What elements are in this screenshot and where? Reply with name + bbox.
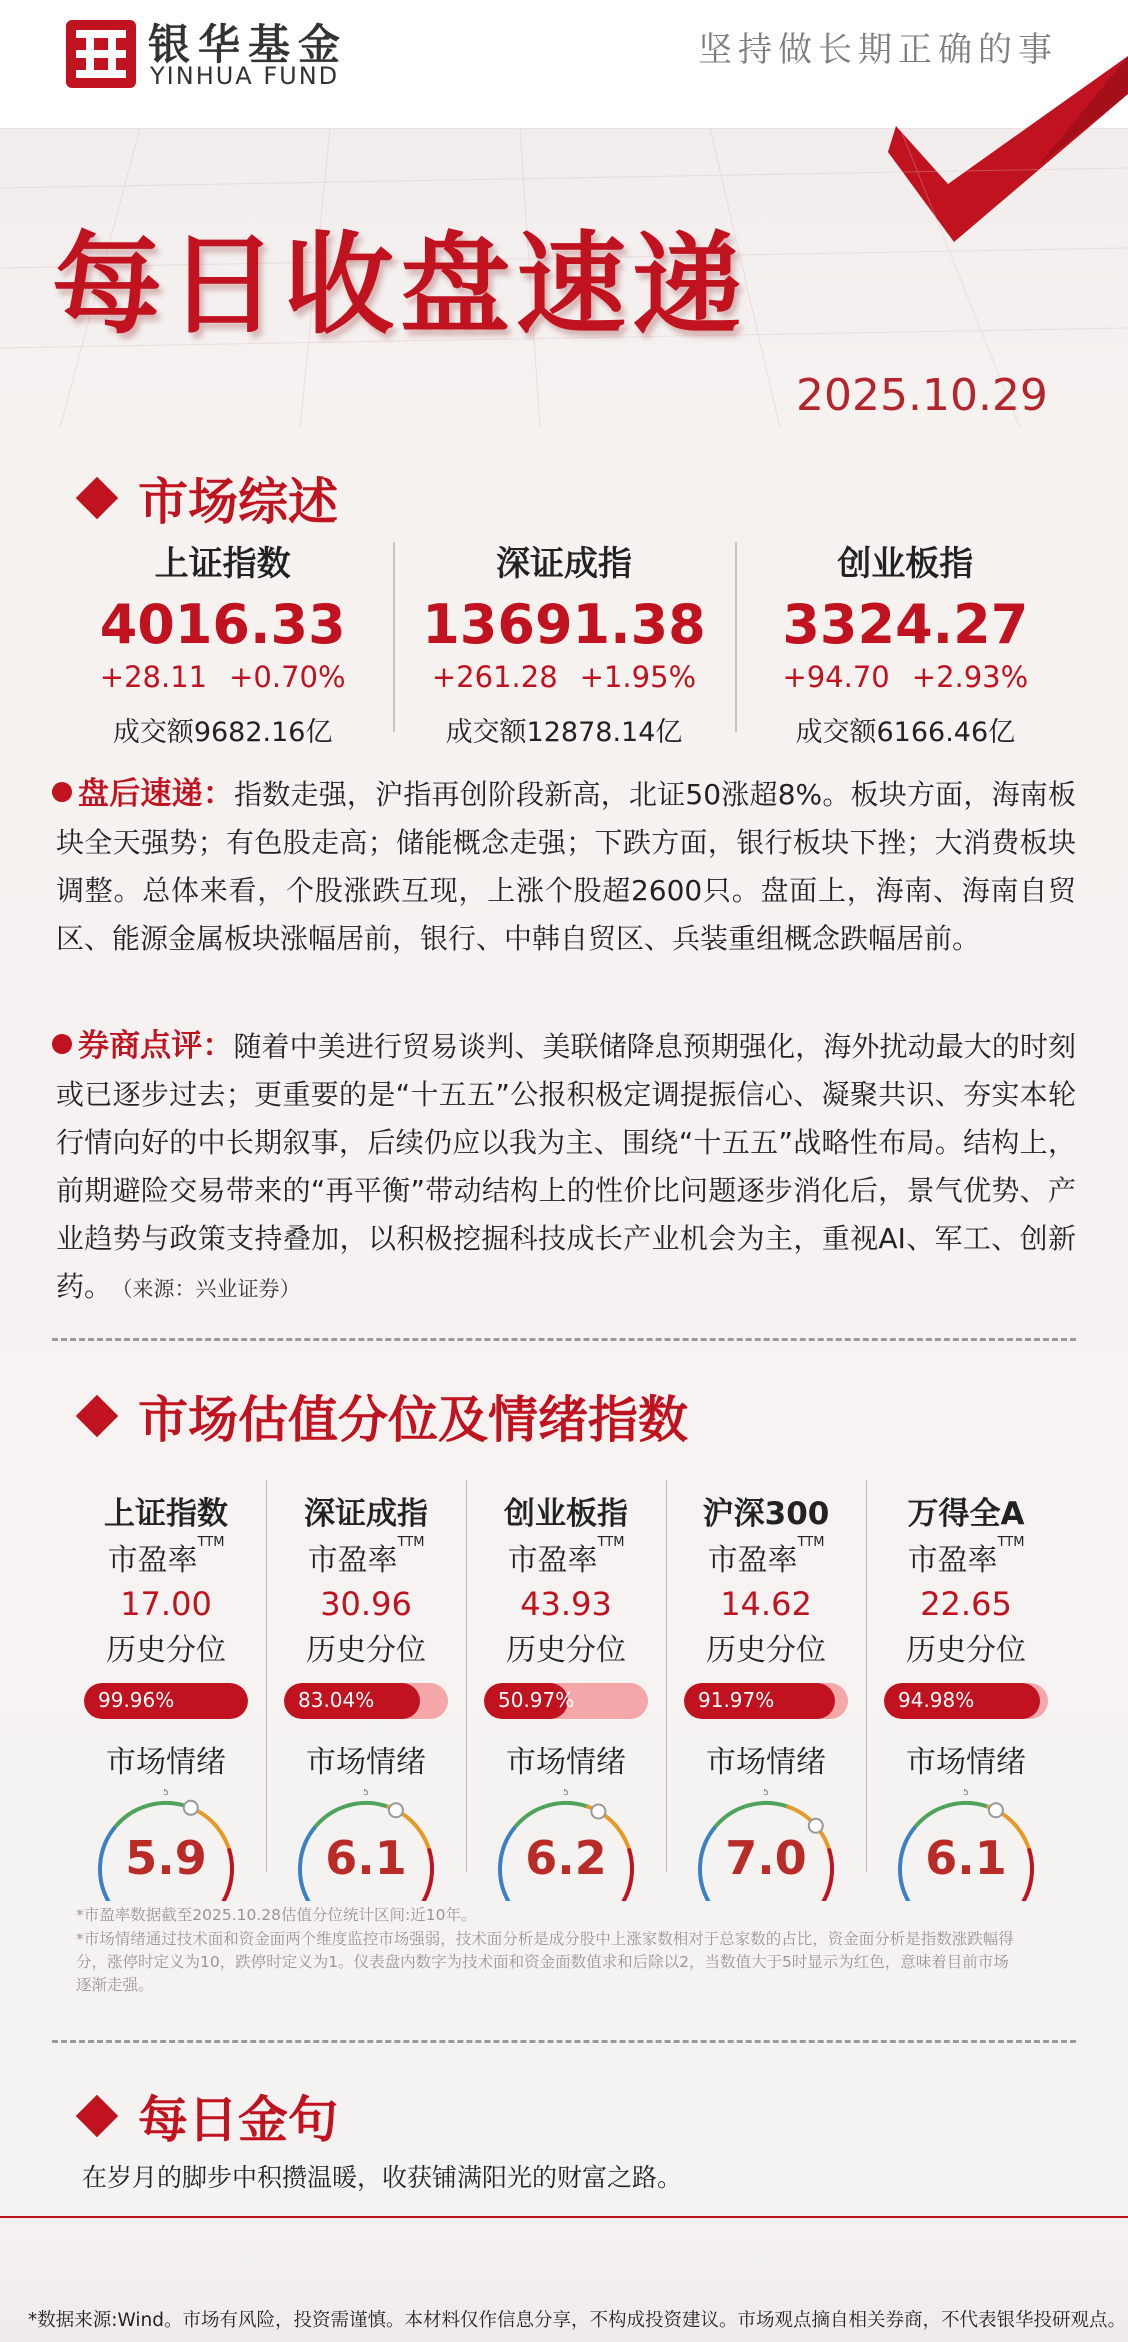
broker-comment — [56, 1022, 1076, 1313]
change-percent: +0.70% — [229, 660, 346, 694]
diamond-bullet-icon — [76, 477, 118, 519]
index-change — [393, 660, 734, 694]
broker-source: （来源：兴业证券） — [122, 1277, 301, 1301]
sentiment-gauge — [286, 1789, 446, 1901]
sentiment-value: 6.1 — [925, 1831, 1007, 1885]
index-name: 上证指数 — [104, 1496, 228, 1532]
index-name: 深证成指 — [304, 1496, 428, 1532]
market-sentiment-label: 市场情绪 — [106, 1745, 226, 1780]
section-heading: 市场综述 — [138, 473, 338, 531]
broker-label: 券商点评： — [78, 1028, 234, 1064]
historical-percentile-label: 历史分位 — [506, 1633, 626, 1668]
pe-label: 市盈率$^{TTM}$ — [107, 1535, 225, 1578]
pe-label: 市盈率$^{TTM}$ — [507, 1535, 625, 1578]
historical-percentile-label: 历史分位 — [306, 1633, 426, 1668]
percentile-value: 94.98% — [898, 1688, 975, 1712]
change-percent: +1.95% — [579, 660, 697, 694]
gauge-knob-icon — [389, 1803, 403, 1817]
index-change — [735, 660, 1076, 694]
valuation-column — [666, 1480, 866, 1885]
gauge-knob-icon — [989, 1803, 1003, 1817]
yinhua-logo-icon — [66, 20, 136, 88]
after-close-text: 指数走强，沪指再创阶段新高，北证50涨超8%。板块方面，海南板块全天强势；有色股走高；储能概念走强；下跌方面，银行板块下挫；大消费板块调整。总体来看，个股涨跌互现，上涨个股超2600只。盘面上，海南、海南自贸区、能源金属板块涨幅居前，银行、中韩自贸区、兵装重组概念跌幅居前。 — [56, 778, 1077, 955]
valuation-note-method: *市场情绪通过技术面和资金面两个维度监控市场强弱，技术面分析是成分股中上涨家数相对于总家数的占比，资金面分析是指数涨跌幅得分，涨停时定义为10，跌停时定义为1。仪表盘内数字为技术面和资金面数值求和后除以2，当数值大于5时显示为红色，意味着目前市场逐渐走强。 — [76, 1930, 1014, 1994]
footer-disclaimer: *数据来源:Wind。市场有风险，投资需谨慎。本材料仅作信息分享，不构成投资建议。市场观点摘自相关券商，不代表银华投研观点。 — [28, 2310, 1126, 2331]
change-points: +261.28 — [431, 660, 558, 694]
section-quote-title — [82, 2080, 338, 2152]
pe-value: 17.00 — [120, 1585, 212, 1623]
brand-name-en: YINHUA FUND — [150, 62, 340, 90]
sentiment-value: 5.9 — [125, 1831, 207, 1885]
percentile-bar — [484, 1683, 648, 1719]
divider — [52, 1338, 1076, 1341]
pe-value: 43.93 — [520, 1585, 612, 1623]
gauge-mid-label: 5 — [763, 1789, 769, 1798]
index-card — [735, 536, 1076, 748]
gauge-mid-label: 5 — [963, 1789, 969, 1798]
percentile-bar — [84, 1683, 248, 1719]
index-change — [52, 660, 393, 694]
valuation-column — [66, 1480, 266, 1885]
after-close-summary — [56, 770, 1076, 963]
sentiment-gauge — [886, 1789, 1046, 1901]
broker-text: 随着中美进行贸易谈判、美联储降息预期强化，海外扰动最大的时刻或已逐步过去；更重要的是“十五五”公报积极定调提振信心、凝聚共识、夯实本轮行情向好的中长期叙事，后续仍应以我为主、围绕“十五五”战略性布局。结构上，前期避险交易带来的“再平衡”带动结构上的性价比问题逐步消化后，景气优势、产业趋势与政策支持叠加，以积极挖掘科技成长产业机会为主，重视AI、军工、创新药。 — [56, 1030, 1077, 1303]
index-volume: 成交额6166.46亿 — [795, 717, 1016, 748]
sentiment-value: 6.1 — [325, 1831, 407, 1885]
market-sentiment-label: 市场情绪 — [906, 1745, 1026, 1780]
percentile-value: 50.97% — [498, 1688, 575, 1712]
historical-percentile-label: 历史分位 — [106, 1633, 226, 1668]
index-name: 沪深300 — [702, 1496, 830, 1532]
brand-name-cn: 银华基金 — [148, 20, 349, 69]
bullet-dot-icon — [52, 1034, 72, 1054]
after-close-label: 盘后速递： — [78, 776, 235, 812]
divider — [52, 2040, 1076, 2043]
daily-quote: 在岁月的脚步中积攒温暖，收获铺满阳光的财富之路。 — [82, 2163, 683, 2192]
valuation-note-date: *市盈率数据截至2025.10.28估值分位统计区间:近10年。 — [76, 1906, 477, 1924]
change-points: +94.70 — [782, 660, 890, 694]
market-sentiment-label: 市场情绪 — [706, 1745, 826, 1780]
pe-label: 市盈率$^{TTM}$ — [907, 1535, 1025, 1578]
slogan: 坚持做长期正确的事 — [698, 30, 1058, 70]
gauge-mid-label: 5 — [163, 1789, 169, 1798]
index-name: 创业板指 — [504, 1496, 628, 1532]
valuation-column — [466, 1480, 666, 1885]
diamond-bullet-icon — [76, 1395, 118, 1437]
pe-value: 30.96 — [320, 1585, 412, 1623]
percentile-bar — [284, 1683, 448, 1719]
index-name: 深证成指 — [495, 544, 632, 584]
valuation-column — [266, 1480, 466, 1885]
change-percent: +2.93% — [911, 660, 1029, 694]
percentile-value: 91.97% — [698, 1688, 775, 1712]
index-volume: 成交额9682.16亿 — [112, 717, 333, 748]
gauge-knob-icon — [184, 1801, 198, 1815]
sentiment-gauge — [86, 1789, 246, 1901]
percentile-bar — [884, 1683, 1048, 1719]
index-value: 13691.38 — [422, 593, 706, 656]
sentiment-value: 6.2 — [525, 1831, 607, 1885]
section-heading: 市场估值分位及情绪指数 — [138, 1391, 688, 1449]
gauge-mid-label: 5 — [363, 1789, 369, 1798]
section-heading: 每日金句 — [138, 2091, 338, 2149]
sentiment-gauge — [686, 1789, 846, 1901]
percentile-bar — [684, 1683, 848, 1719]
gauge-mid-label: 5 — [563, 1789, 569, 1798]
market-sentiment-label: 市场情绪 — [306, 1745, 426, 1780]
footer-divider — [0, 2216, 1128, 2218]
sentiment-gauge — [486, 1789, 646, 1901]
valuation-column — [866, 1480, 1066, 1885]
bullet-dot-icon — [52, 782, 72, 802]
pe-label: 市盈率$^{TTM}$ — [707, 1535, 825, 1578]
valuation-grid — [66, 1480, 1066, 1885]
percentile-value: 99.96% — [98, 1688, 175, 1712]
index-name: 创业板指 — [837, 544, 974, 584]
pe-value: 22.65 — [920, 1585, 1012, 1623]
percentile-value: 83.04% — [298, 1688, 375, 1712]
historical-percentile-label: 历史分位 — [906, 1633, 1026, 1668]
page-title: 每日收盘速递 — [52, 221, 748, 349]
change-points: +28.11 — [99, 660, 208, 694]
sentiment-value: 7.0 — [725, 1831, 807, 1885]
index-name: 万得全A — [907, 1496, 1025, 1532]
section-valuation-title — [82, 1380, 688, 1452]
index-card — [52, 536, 393, 748]
index-value: 3324.27 — [782, 593, 1029, 656]
index-volume: 成交额12878.14亿 — [445, 717, 683, 748]
index-name: 上证指数 — [154, 544, 291, 584]
report-date: 2025.10.29 — [796, 370, 1048, 421]
gauge-knob-icon — [591, 1805, 605, 1819]
index-card — [393, 536, 734, 748]
diamond-bullet-icon — [76, 2095, 118, 2137]
historical-percentile-label: 历史分位 — [706, 1633, 826, 1668]
index-value: 4016.33 — [99, 593, 346, 656]
pe-label: 市盈率$^{TTM}$ — [307, 1535, 425, 1578]
pe-value: 14.62 — [720, 1585, 812, 1623]
index-summary-row — [52, 536, 1076, 748]
section-market-overview-title — [82, 462, 338, 534]
market-sentiment-label: 市场情绪 — [506, 1745, 626, 1780]
